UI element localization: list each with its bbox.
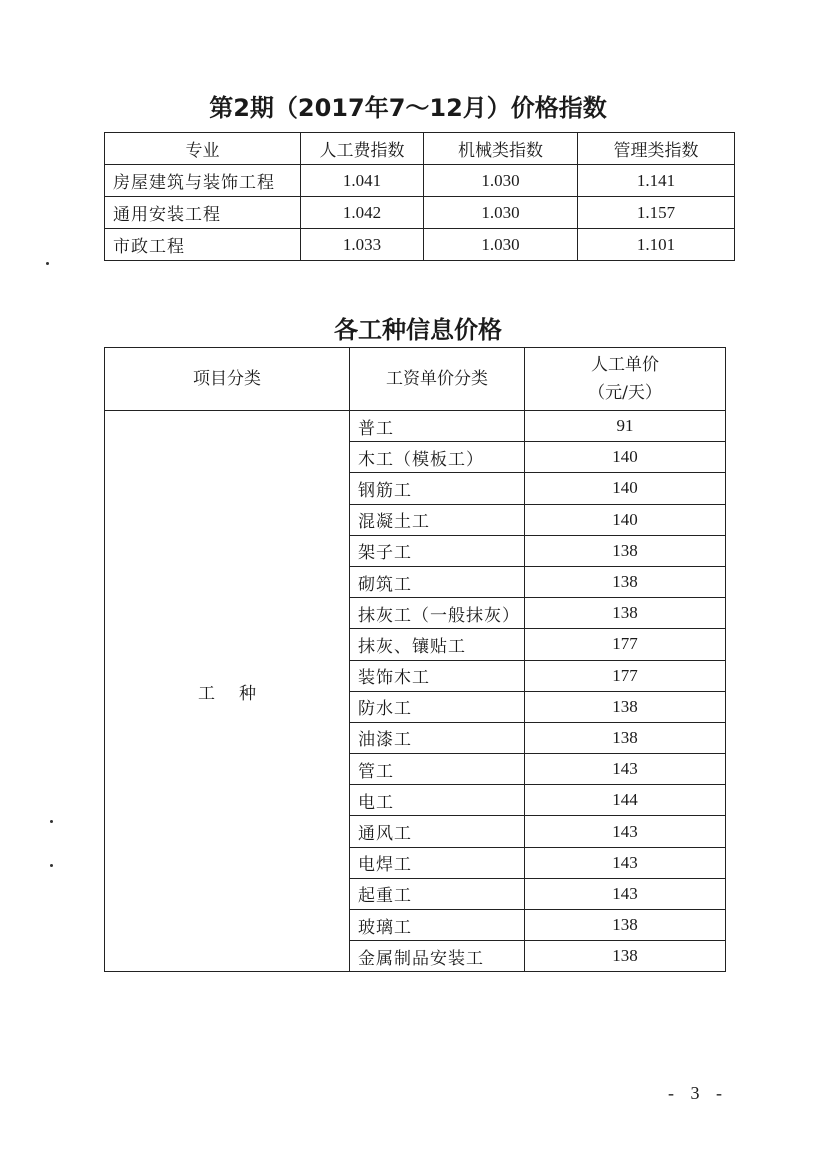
trade-name: 管工: [350, 754, 525, 785]
price-index-table: [104, 132, 735, 261]
trade-price: 143: [525, 878, 726, 909]
page-number: - 3 -: [668, 1083, 728, 1103]
table-row: [105, 411, 726, 442]
labor-index: 1.041: [301, 165, 424, 197]
trade-price: 143: [525, 816, 726, 847]
table-row: [105, 229, 735, 261]
trade-name: 木工（模板工）: [350, 442, 525, 473]
trade-price: 138: [525, 691, 726, 722]
column-header-unit-price: [525, 348, 726, 411]
trade-name: 钢筋工: [350, 473, 525, 504]
trade-price: 140: [525, 504, 726, 535]
trade-price: 140: [525, 473, 726, 504]
trade-price: 138: [525, 598, 726, 629]
trade-price: 177: [525, 629, 726, 660]
scan-speck: [50, 820, 53, 823]
trade-price: 91: [525, 411, 726, 442]
specialty-name: 市政工程: [105, 229, 301, 261]
column-header: 机械类指数: [424, 133, 578, 165]
trade-price: 138: [525, 941, 726, 972]
trade-price: 144: [525, 785, 726, 816]
trade-name: 油漆工: [350, 722, 525, 753]
labor-index: 1.033: [301, 229, 424, 261]
trade-name: 电工: [350, 785, 525, 816]
trade-name: 金属制品安装工: [350, 941, 525, 972]
trade-name: 通风工: [350, 816, 525, 847]
column-header-wage-type: 工资单价分类: [350, 348, 525, 411]
column-header-category: 项目分类: [105, 348, 350, 411]
trade-price: 138: [525, 566, 726, 597]
table-row: [105, 197, 735, 229]
machine-index: 1.030: [424, 197, 578, 229]
labor-index: 1.042: [301, 197, 424, 229]
trade-name: 混凝土工: [350, 504, 525, 535]
trade-name: 砌筑工: [350, 566, 525, 597]
trade-name: 架子工: [350, 535, 525, 566]
column-header: 人工费指数: [301, 133, 424, 165]
trade-name: 抹灰、镶贴工: [350, 629, 525, 660]
trade-price: 177: [525, 660, 726, 691]
category-cell: 工种: [105, 411, 350, 972]
trade-name: 装饰木工: [350, 660, 525, 691]
trade-price: 138: [525, 910, 726, 941]
unit-price-unit: （元/天）: [588, 383, 662, 403]
price-index-title: 第2期（2017年7～12月）价格指数: [209, 94, 607, 122]
trade-price: 138: [525, 535, 726, 566]
trade-name: 起重工: [350, 878, 525, 909]
trade-price: 140: [525, 442, 726, 473]
management-index: 1.101: [578, 229, 735, 261]
trade-name: 普工: [350, 411, 525, 442]
trade-price: 138: [525, 722, 726, 753]
trade-name: 电焊工: [350, 847, 525, 878]
trade-price: 143: [525, 754, 726, 785]
table-header-row: [105, 348, 726, 411]
trade-name: 防水工: [350, 691, 525, 722]
management-index: 1.157: [578, 197, 735, 229]
wage-price-title: 各工种信息价格: [334, 316, 502, 344]
column-header: 管理类指数: [578, 133, 735, 165]
wage-price-table: [104, 347, 726, 972]
column-header: 专业: [105, 133, 301, 165]
specialty-name: 房屋建筑与装饰工程: [105, 165, 301, 197]
machine-index: 1.030: [424, 229, 578, 261]
unit-price-label: 人工单价: [591, 355, 659, 375]
trade-name: 抹灰工（一般抹灰）: [350, 598, 525, 629]
table-row: [105, 165, 735, 197]
trade-price: 143: [525, 847, 726, 878]
specialty-name: 通用安装工程: [105, 197, 301, 229]
scan-speck: [46, 262, 49, 265]
machine-index: 1.030: [424, 165, 578, 197]
scan-speck: [50, 864, 53, 867]
trade-name: 玻璃工: [350, 910, 525, 941]
management-index: 1.141: [578, 165, 735, 197]
table-header-row: [105, 133, 735, 165]
